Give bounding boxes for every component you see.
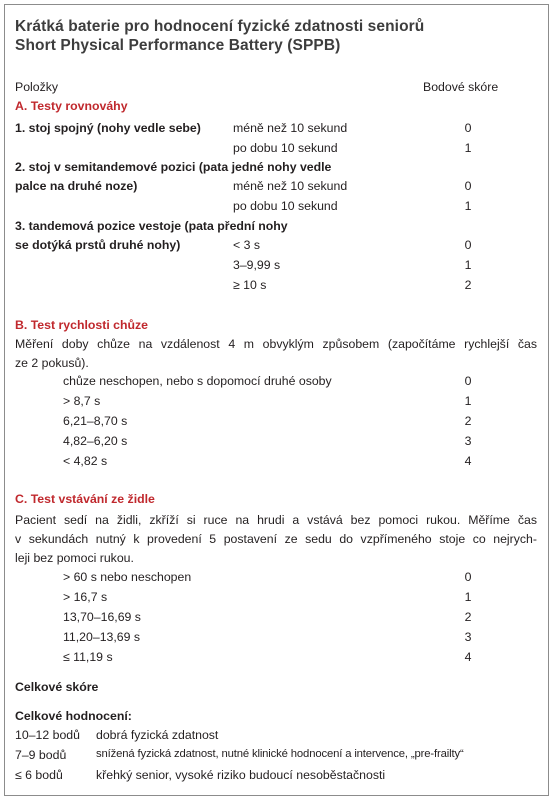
test-3-condition: ≥ 10 s [233,278,267,292]
header-items: Položky [15,80,59,94]
evaluation-text: snížená fyzická zdatnost, nutné klinické hodnocení a intervence, „pre-frailty“ [96,748,464,760]
chair-condition: > 60 s nebo neschopen [63,570,192,584]
test-2-score: 0 [464,179,472,193]
section-b-heading: B. Test rychlosti chůze [15,318,149,332]
test-1-condition: po dobu 10 sekund [233,141,338,155]
test-1-score: 1 [464,141,472,155]
test-2-label: palce na druhé noze) [15,179,138,193]
section-b-description: Měření doby chůze na vzdálenost 4 m obvyklým způsobem (započítáme rychlejší čas [15,337,537,351]
speed-condition: < 4,82 s [63,454,108,468]
speed-score: 4 [464,454,472,468]
test-3-condition: 3–9,99 s [233,258,281,272]
test-2-label: 2. stoj v semitandemové pozici (pata jedné nohy vedle [15,160,332,174]
evaluation-range: 7–9 bodů [15,748,67,762]
section-c-description: v sekundách nutný k provedení 5 postavení ze sedu do vzpřímeného stoje co nejrych- [15,532,537,546]
evaluation-text: dobrá fyzická zdatnost [96,728,219,742]
speed-score: 3 [464,434,472,448]
speed-condition: 4,82–6,20 s [63,434,128,448]
section-c-description: leji bez pomoci rukou. [15,551,134,565]
speed-score: 1 [464,394,472,408]
total-score-label: Celkové skóre [15,680,99,694]
test-3-score: 2 [464,278,472,292]
section-c-heading: C. Test vstávání ze židle [15,492,155,506]
chair-score: 2 [464,610,472,624]
test-2-condition: méně než 10 sekund [233,179,348,193]
chair-score: 4 [464,650,472,664]
speed-condition: chůze neschopen, nebo s dopomocí druhé osoby [63,374,332,388]
chair-condition: > 16,7 s [63,590,108,604]
chair-score: 1 [464,590,472,604]
test-3-condition: < 3 s [233,238,261,252]
test-2-score: 1 [464,199,472,213]
chair-condition: 11,20–13,69 s [63,630,141,644]
speed-condition: 6,21–8,70 s [63,414,128,428]
test-2-condition: po dobu 10 sekund [233,199,338,213]
evaluation-range: ≤ 6 bodů [15,768,63,782]
section-c-description: Pacient sedí na židli, zkříží si ruce na hrudi a vstává bez pomoci rukou. Měříme čas [15,513,537,527]
test-1-condition: méně než 10 sekund [233,121,348,135]
test-3-label: se dotýká prstů druhé nohy) [15,238,181,252]
section-b-description: ze 2 pokusů). [15,356,89,370]
evaluation-range: 10–12 bodů [15,728,80,742]
test-3-score: 0 [464,238,472,252]
chair-score: 0 [464,570,472,584]
test-3-score: 1 [464,258,472,272]
speed-score: 0 [464,374,472,388]
chair-condition: ≤ 11,19 s [63,650,113,664]
chair-condition: 13,70–16,69 s [63,610,141,624]
title-czech: Krátká baterie pro hodnocení fyzické zdatnosti seniorů [15,18,425,35]
title-english: Short Physical Performance Battery (SPPB) [15,37,341,54]
header-score: Bodové skóre [423,80,499,94]
evaluation-heading: Celkové hodnocení: [15,709,132,723]
chair-score: 3 [464,630,472,644]
test-1-score: 0 [464,121,472,135]
speed-score: 2 [464,414,472,428]
speed-condition: > 8,7 s [63,394,101,408]
test-3-label: 3. tandemová pozice vestoje (pata přední nohy [15,219,288,233]
evaluation-text: křehký senior, vysoké riziko budoucí nesoběstačnosti [96,768,386,782]
test-1-label: 1. stoj spojný (nohy vedle sebe) [15,121,201,135]
section-a-heading: A. Testy rovnováhy [15,99,128,113]
